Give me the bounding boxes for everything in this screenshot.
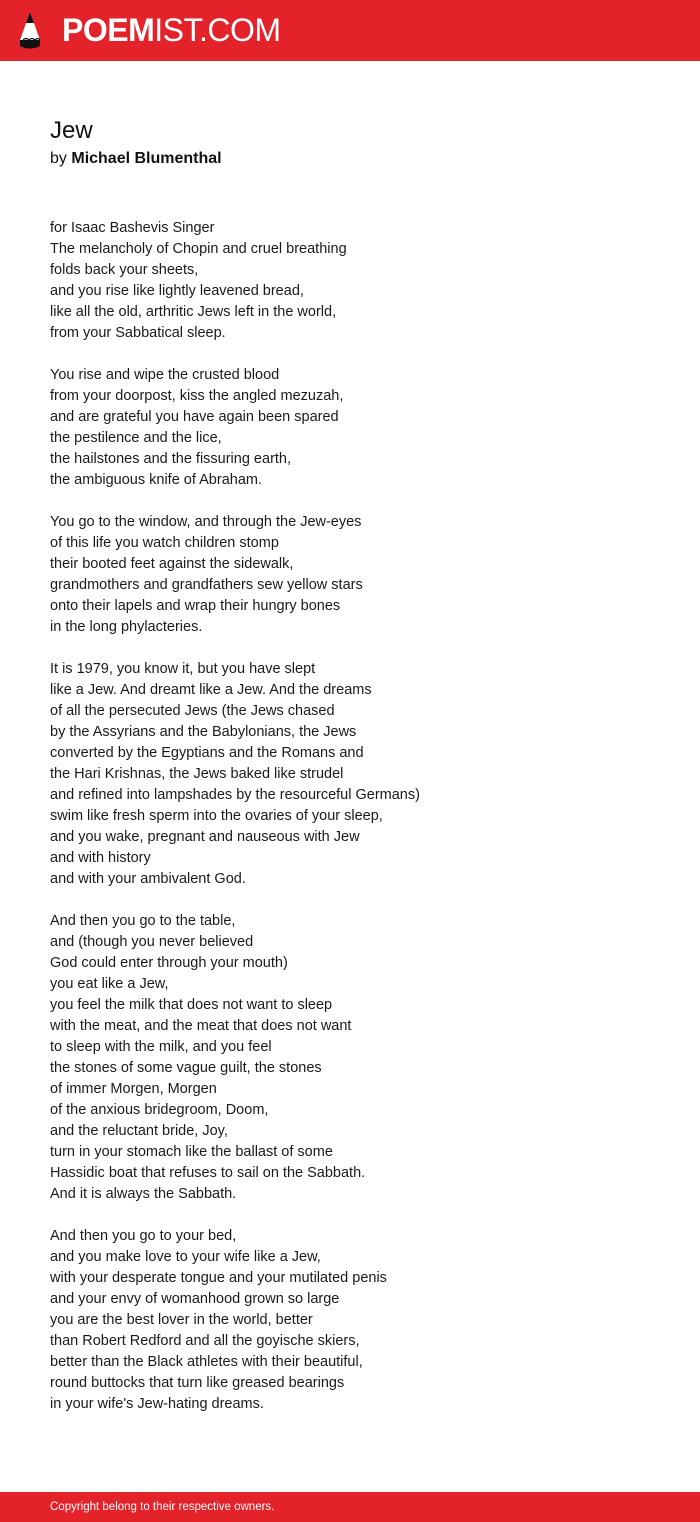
poem-line: better than the Black athletes with their beautiful, [50, 1354, 363, 1370]
byline-prefix: by [50, 150, 67, 167]
poem-line: of the anxious bridegroom, Doom, [50, 1102, 269, 1118]
poem-line: turn in your stomach like the ballast of some [50, 1144, 333, 1160]
poem-line: and you rise like lightly leavened bread, [50, 283, 304, 299]
poem-line: of this life you watch children stomp [50, 535, 279, 551]
poem-line: You rise and wipe the crusted blood [50, 367, 280, 383]
poem-line: and (though you never believed [50, 934, 254, 950]
poem-line: It is 1979, you know it, but you have slept [50, 661, 316, 677]
poem-line: onto their lapels and wrap their hungry bones [50, 598, 341, 614]
poem-line: You go to the window, and through the Jew-eyes [50, 514, 362, 530]
poem-line: their booted feet against the sidewalk, [50, 556, 294, 572]
poem-line: the Hari Krishnas, the Jews baked like strudel [50, 766, 344, 782]
logo-bold-text: POEM [62, 12, 155, 48]
site-header [0, 0, 700, 61]
poem-line: you feel the milk that does not want to sleep [50, 997, 333, 1013]
poem-line: than Robert Redford and all the goyische skiers, [50, 1333, 360, 1349]
poem-line: and with your ambivalent God. [50, 871, 246, 887]
poem-line: And it is always the Sabbath. [50, 1186, 237, 1202]
poem-line: with the meat, and the meat that does not want [50, 1018, 352, 1034]
poem-line: God could enter through your mouth) [50, 955, 288, 971]
stanza-break [50, 491, 670, 512]
poem-line: and the reluctant bride, Joy, [50, 1123, 228, 1139]
poem-line: the hailstones and the fissuring earth, [50, 451, 292, 467]
poem-line: converted by the Egyptians and the Romans and [50, 745, 364, 761]
site-logo[interactable] [62, 10, 281, 51]
poem-line: in your wife's Jew-hating dreams. [50, 1396, 264, 1412]
poem-line: you eat like a Jew, [50, 976, 169, 992]
poem-line: and with history [50, 850, 151, 866]
poem-line: and you make love to your wife like a Jew, [50, 1249, 321, 1265]
stanza-break [50, 344, 670, 365]
poem-line: of all the persecuted Jews (the Jews chased [50, 703, 335, 719]
poem-line: from your doorpost, kiss the angled mezuzah, [50, 388, 344, 404]
pencil-tip-icon [18, 10, 42, 51]
poem-line: in the long phylacteries. [50, 619, 203, 635]
poem-line: the ambiguous knife of Abraham. [50, 472, 262, 488]
poem-line: grandmothers and grandfathers sew yellow stars [50, 577, 363, 593]
logo-light-text: IST.COM [154, 12, 281, 48]
poem-line: with your desperate tongue and your mutilated penis [50, 1270, 387, 1286]
poem-line: And then you go to your bed, [50, 1228, 237, 1244]
byline [50, 148, 222, 170]
site-footer [0, 1492, 700, 1522]
stanza-break [50, 890, 670, 911]
poem-line: round buttocks that turn like greased bearings [50, 1375, 345, 1391]
poem-line: and refined into lampshades by the resourceful Germans) [50, 787, 420, 803]
stanza-break [50, 1205, 670, 1226]
stanza-break [50, 638, 670, 659]
poem-line: the stones of some vague guilt, the stones [50, 1060, 322, 1076]
poem-line: and are grateful you have again been spared [50, 409, 339, 425]
poem-line: And then you go to the table, [50, 913, 236, 929]
poem-line: the pestilence and the lice, [50, 430, 222, 446]
poem-line: like all the old, arthritic Jews left in the world, [50, 304, 337, 320]
copyright-notice: Copyright belong to their respective owners. [50, 1501, 275, 1513]
poem-line: and you wake, pregnant and nauseous with Jew [50, 829, 360, 845]
poem-line: by the Assyrians and the Babylonians, the Jews [50, 724, 357, 740]
poem-line: to sleep with the milk, and you feel [50, 1039, 272, 1055]
poem-line: folds back your sheets, [50, 262, 199, 278]
poem-line: and your envy of womanhood grown so large [50, 1291, 340, 1307]
poem-title: Jew [50, 117, 93, 144]
poem-line: like a Jew. And dreamt like a Jew. And the dreams [50, 682, 372, 698]
poem-line: The melancholy of Chopin and cruel breathing [50, 241, 347, 257]
poem-body [50, 218, 670, 1415]
poem-author: Michael Blumenthal [71, 150, 222, 167]
poem-line: you are the best lover in the world, better [50, 1312, 313, 1328]
poem-line: swim like fresh sperm into the ovaries of your sleep, [50, 808, 383, 824]
poem-line: Hassidic boat that refuses to sail on the Sabbath. [50, 1165, 366, 1181]
poem-line: of immer Morgen, Morgen [50, 1081, 217, 1097]
poem-line: from your Sabbatical sleep. [50, 325, 226, 341]
poem-line: for Isaac Bashevis Singer [50, 220, 215, 236]
